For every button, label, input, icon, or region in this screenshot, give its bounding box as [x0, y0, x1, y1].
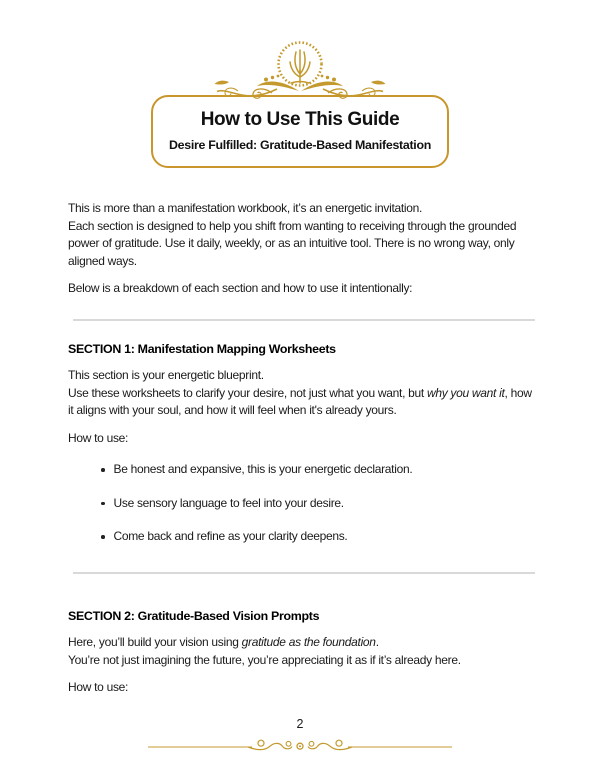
list-item-text: Be honest and expansive, this is your energetic declaration.: [113, 462, 413, 476]
list-item-text: Use sensory language to feel into your desire.: [113, 495, 344, 510]
section-divider-2: [73, 572, 535, 574]
intro-breakdown-line: Below is a breakdown of each section and how to use it intentionally:: [68, 281, 413, 295]
footer: [0, 716, 600, 756]
list-item: [68, 495, 538, 513]
section-1-paragraph-text-end: , how it aligns with your soul, and how it will feel when it's already yours.: [68, 385, 532, 417]
page-subtitle: Desire Fulfilled: Gratitude-Based Manifestation: [169, 138, 431, 152]
intro-paragraph: Each section is designed to help you shift from wanting to receiving through the grounded power of gratitude. Use it daily, weekly, or as an intuitive tool. There is no wrong way, only aligned ways.: [68, 218, 517, 268]
section-1-how-to-use-label: How to use:: [68, 430, 129, 445]
section-1-paragraph-italic: why you want it: [426, 385, 505, 400]
section-2-heading: SECTION 2: Gratitude-Based Vision Prompts: [68, 608, 320, 623]
section-1-bullet-list: [68, 461, 538, 546]
section-1-paragraph: [68, 385, 538, 420]
page-title: How to Use This Guide: [200, 109, 400, 130]
title-box: [151, 95, 449, 168]
tree-icon: [290, 50, 310, 83]
intro-line-1: This is more than a manifestation workbook, it’s an energetic invitation.: [68, 201, 423, 215]
section-1-line-1: This section is your energetic blueprint.: [68, 368, 264, 382]
document-body: [68, 200, 538, 697]
section-1-paragraph-text: Use these worksheets to clarify your desire, not just what you want, but: [68, 385, 427, 400]
footer-flourish-icon: [146, 738, 454, 756]
list-item-text: Come back and refine as your clarity deepens.: [113, 529, 348, 543]
tree-of-life-ornament-icon: [212, 40, 388, 102]
header: [0, 40, 600, 168]
section-2-line-text-end: .: [375, 635, 379, 649]
flourish-left: [215, 75, 300, 99]
bullet-icon: [101, 468, 105, 472]
section-1-heading: SECTION 1: Manifestation Mapping Worksheets: [68, 341, 336, 356]
bullet-icon: [101, 502, 105, 506]
list-item: [68, 528, 538, 546]
page-number: 2: [296, 717, 304, 731]
section-2-line-2: You’re not just imagining the future, you’re appreciating it as if it’s already here.: [68, 652, 461, 667]
list-item: [68, 461, 538, 479]
section-2-line-italic: gratitude as the foundation: [241, 635, 376, 649]
section-2-line-1: [68, 634, 538, 652]
section-2-line-text: Here, you’ll build your vision using: [68, 635, 242, 649]
section-divider-1: [73, 319, 535, 321]
section-2-how-to-use-label: How to use:: [68, 680, 129, 694]
bullet-icon: [101, 535, 105, 539]
